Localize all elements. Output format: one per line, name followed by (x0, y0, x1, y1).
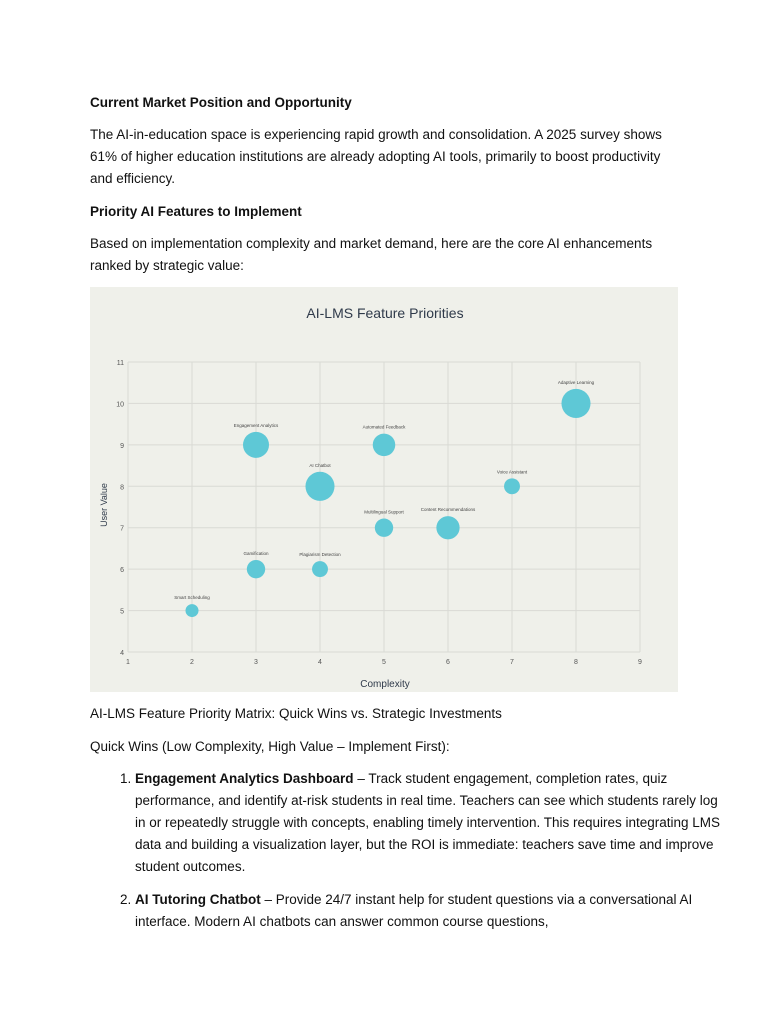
x-tick-label: 2 (190, 659, 194, 666)
heading-priority: Priority AI Features to Implement (90, 204, 302, 219)
bubble-label: Smart Scheduling (174, 595, 210, 601)
chart-x-axis-label: Complexity (360, 679, 410, 690)
bubble-point (247, 560, 265, 578)
list-item-text: – Provide 24/7 instant help for student questions via a conversational AI interface. Modern AI chatbots can answer common course questions, (135, 892, 693, 929)
y-tick-label: 4 (120, 650, 124, 657)
bubble-point (305, 472, 334, 501)
bubble-point (186, 604, 199, 617)
y-tick-label: 5 (120, 608, 124, 616)
bubble-label: Automated Feedback (362, 424, 406, 430)
x-tick-label: 5 (382, 659, 386, 666)
chart-svg (90, 287, 678, 692)
x-tick-label: 1 (126, 659, 130, 666)
feature-priority-chart (90, 287, 678, 692)
quick-wins-intro: Quick Wins (Low Complexity, High Value – Implement First): (90, 739, 450, 754)
y-tick-label: 9 (120, 442, 124, 450)
paragraph-priority: Based on implementation complexity and market demand, here are the core AI enhancements ranked by strategic value: (90, 236, 653, 273)
list-item-title: Engagement Analytics Dashboard (135, 771, 354, 786)
bubble-label: Adaptive Learning (557, 379, 595, 385)
list-item-title: AI Tutoring Chatbot (135, 892, 261, 907)
bubble-label: Content Recommendations (420, 507, 476, 513)
bubble-label: Engagement Analytics (233, 422, 279, 428)
x-tick-label: 9 (638, 659, 642, 666)
y-tick-label: 7 (120, 525, 124, 533)
heading-market: Current Market Position and Opportunity (90, 95, 352, 110)
y-tick-label: 8 (120, 484, 124, 492)
x-tick-label: 4 (318, 659, 322, 666)
bubble-point (243, 432, 269, 458)
bubble-label: Plagiarism Detection (299, 552, 341, 558)
x-tick-label: 6 (446, 659, 450, 666)
list-item (135, 889, 725, 933)
x-tick-label: 3 (254, 659, 258, 666)
bubble-point (504, 478, 520, 494)
list-item-text: – Track student engagement, completion rates, quiz performance, and identify at-risk students in real time. Teachers can see which students rarely log in or repeatedly struggle with concepts, enabling timely intervention. This requires integrating LMS data and building a visualization layer, but the ROI is immediate: teachers save time and improve student outcomes. (135, 771, 721, 874)
chart-y-axis-label: User Value (99, 483, 109, 527)
x-tick-label: 7 (510, 659, 514, 666)
bubble-point (312, 561, 328, 577)
bubble-point (561, 389, 590, 418)
bubble-point (436, 516, 459, 539)
bubble-label: Multilingual Support (364, 509, 404, 515)
chart-caption: AI-LMS Feature Priority Matrix: Quick Wins vs. Strategic Investments (90, 706, 502, 721)
y-tick-label: 10 (116, 401, 124, 409)
x-tick-label: 8 (574, 659, 578, 666)
bubble-point (375, 519, 393, 537)
bubble-label: Voice Assistant (496, 469, 528, 475)
bubble-label: Gamification (243, 550, 269, 556)
feature-list (90, 768, 725, 944)
chart-title: AI-LMS Feature Priorities (306, 305, 464, 321)
list-item (135, 768, 725, 878)
paragraph-market: The AI-in-education space is experiencing rapid growth and consolidation. A 2025 survey shows 61% of higher education institutions are already adopting AI tools, primarily to boost productivity and efficiency. (90, 127, 662, 186)
y-tick-label: 6 (120, 567, 124, 575)
bubble-label: AI Chatbot (309, 462, 331, 468)
y-tick-label: 11 (116, 360, 124, 367)
bubble-point (373, 434, 396, 457)
